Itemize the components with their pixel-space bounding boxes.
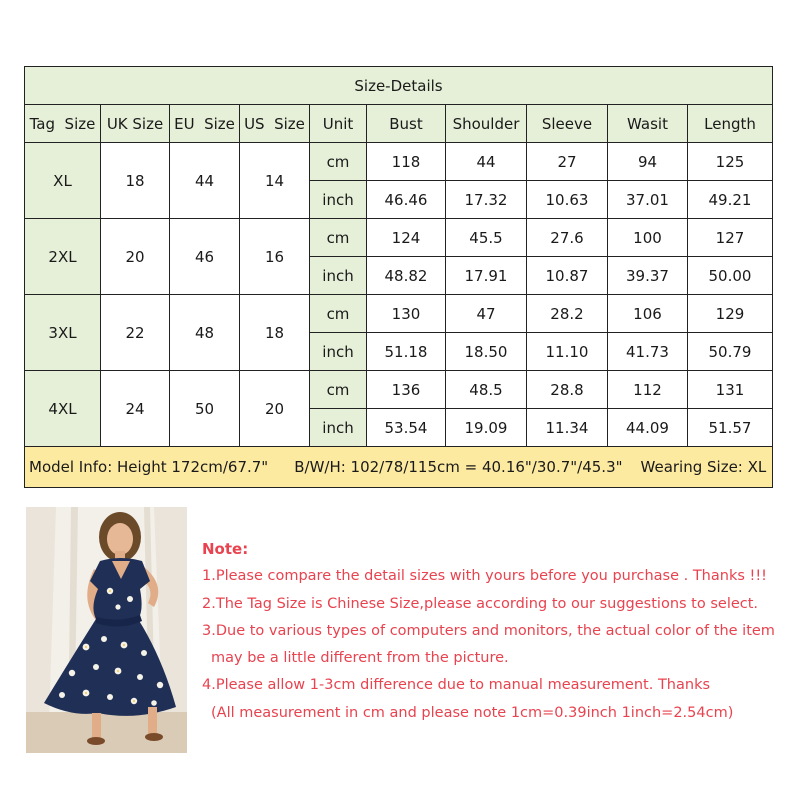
- us-size-cell: 18: [240, 295, 310, 371]
- bust-cell: 136: [367, 371, 446, 409]
- header-shoulder: Shoulder: [446, 105, 527, 143]
- header-tag-size: Tag Size: [25, 105, 101, 143]
- model-height: Model Info: Height 172cm/67.7": [29, 458, 269, 476]
- bust-cell: 53.54: [367, 409, 446, 447]
- sleeve-cell: 10.63: [527, 181, 608, 219]
- tag-size-cell: XL: [25, 143, 101, 219]
- length-cell: 50.79: [688, 333, 773, 371]
- header-sleeve: Sleeve: [527, 105, 608, 143]
- tag-size-cell: 4XL: [25, 371, 101, 447]
- model-photo: [26, 507, 187, 753]
- note-item: (All measurement in cm and please note 1cm=0.39inch 1inch=2.54cm): [211, 704, 734, 721]
- size-table: [24, 66, 773, 488]
- note-item: 4.Please allow 1-3cm difference due to manual measurement. Thanks: [202, 677, 711, 694]
- header-length: Length: [688, 105, 773, 143]
- bust-cell: 51.18: [367, 333, 446, 371]
- header-us-size: US Size: [240, 105, 310, 143]
- header-unit: Unit: [310, 105, 367, 143]
- note-item: 1.Please compare the detail sizes with yours before you purchase . Thanks !!!: [202, 568, 767, 585]
- sleeve-cell: 27: [527, 143, 608, 181]
- unit-cell: inch: [310, 409, 367, 447]
- shoulder-cell: 44: [446, 143, 527, 181]
- shoulder-cell: 18.50: [446, 333, 527, 371]
- note-item: 2.The Tag Size is Chinese Size,please according to our suggestions to select.: [202, 595, 759, 612]
- us-size-cell: 14: [240, 143, 310, 219]
- wasit-cell: 37.01: [608, 181, 688, 219]
- uk-size-cell: 22: [101, 295, 170, 371]
- table-row: [25, 295, 773, 333]
- wasit-cell: 44.09: [608, 409, 688, 447]
- wasit-cell: 94: [608, 143, 688, 181]
- unit-cell: inch: [310, 181, 367, 219]
- wasit-cell: 112: [608, 371, 688, 409]
- sleeve-cell: 28.8: [527, 371, 608, 409]
- note-item: 3.Due to various types of computers and monitors, the actual color of the item: [202, 622, 775, 639]
- header-eu-size: EU Size: [170, 105, 240, 143]
- us-size-cell: 16: [240, 219, 310, 295]
- bust-cell: 130: [367, 295, 446, 333]
- eu-size-cell: 48: [170, 295, 240, 371]
- unit-cell: inch: [310, 333, 367, 371]
- unit-cell: cm: [310, 295, 367, 333]
- tag-size-cell: 2XL: [25, 219, 101, 295]
- shoulder-cell: 45.5: [446, 219, 527, 257]
- uk-size-cell: 20: [101, 219, 170, 295]
- sleeve-cell: 11.10: [527, 333, 608, 371]
- uk-size-cell: 18: [101, 143, 170, 219]
- tag-size-cell: 3XL: [25, 295, 101, 371]
- table-row: [25, 219, 773, 257]
- model-wearing-size: Wearing Size: XL: [640, 458, 767, 476]
- eu-size-cell: 44: [170, 143, 240, 219]
- eu-size-cell: 50: [170, 371, 240, 447]
- notes-section: [202, 536, 792, 727]
- header-bust: Bust: [367, 105, 446, 143]
- wasit-cell: 39.37: [608, 257, 688, 295]
- us-size-cell: 20: [240, 371, 310, 447]
- table-row: [25, 371, 773, 409]
- unit-cell: cm: [310, 219, 367, 257]
- table-row: [25, 143, 773, 181]
- table-title: Size-Details: [25, 67, 773, 105]
- length-cell: 50.00: [688, 257, 773, 295]
- model-bwh: B/W/H: 102/78/115cm = 40.16"/30.7"/45.3": [294, 458, 623, 476]
- unit-cell: cm: [310, 371, 367, 409]
- shoulder-cell: 47: [446, 295, 527, 333]
- wasit-cell: 100: [608, 219, 688, 257]
- sleeve-cell: 28.2: [527, 295, 608, 333]
- length-cell: 49.21: [688, 181, 773, 219]
- length-cell: 127: [688, 219, 773, 257]
- bust-cell: 124: [367, 219, 446, 257]
- unit-cell: cm: [310, 143, 367, 181]
- bust-cell: 46.46: [367, 181, 446, 219]
- note-item: may be a little different from the picture.: [211, 650, 509, 667]
- shoulder-cell: 17.32: [446, 181, 527, 219]
- wasit-cell: 41.73: [608, 333, 688, 371]
- notes-title: Note:: [202, 540, 249, 558]
- header-uk-size: UK Size: [101, 105, 170, 143]
- model-info: [25, 447, 773, 488]
- sleeve-cell: 27.6: [527, 219, 608, 257]
- shoulder-cell: 48.5: [446, 371, 527, 409]
- length-cell: 129: [688, 295, 773, 333]
- length-cell: 125: [688, 143, 773, 181]
- shoulder-cell: 17.91: [446, 257, 527, 295]
- uk-size-cell: 24: [101, 371, 170, 447]
- sleeve-cell: 11.34: [527, 409, 608, 447]
- unit-cell: inch: [310, 257, 367, 295]
- bust-cell: 48.82: [367, 257, 446, 295]
- length-cell: 131: [688, 371, 773, 409]
- length-cell: 51.57: [688, 409, 773, 447]
- header-wasit: Wasit: [608, 105, 688, 143]
- eu-size-cell: 46: [170, 219, 240, 295]
- wasit-cell: 106: [608, 295, 688, 333]
- shoulder-cell: 19.09: [446, 409, 527, 447]
- bust-cell: 118: [367, 143, 446, 181]
- sleeve-cell: 10.87: [527, 257, 608, 295]
